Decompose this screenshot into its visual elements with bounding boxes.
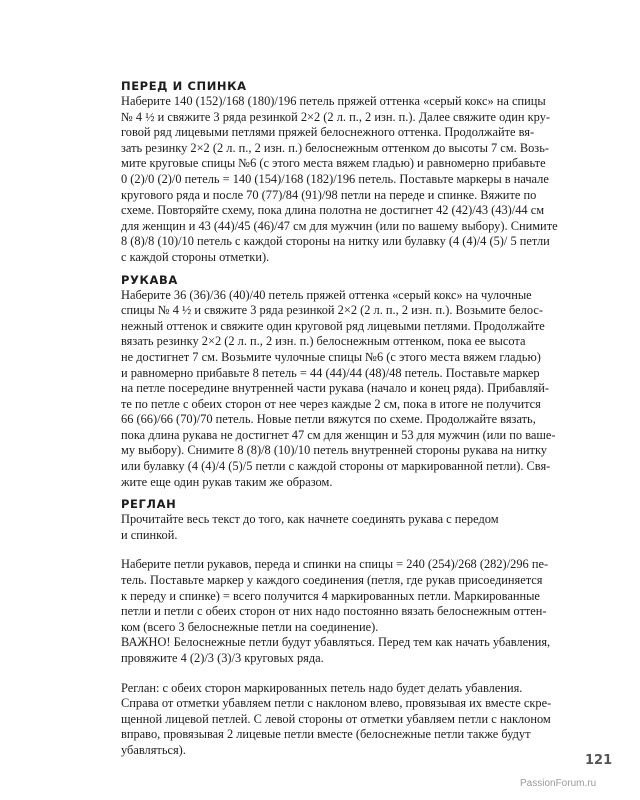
section-front-back bbox=[121, 78, 571, 266]
text-line: кругового ряда и после 70 (77)/84 (91)/98 петли на переде и спинке. Вяжите по bbox=[121, 187, 537, 202]
text-line: Прочитайте весь текст до того, как начнете соединять рукава с передом bbox=[121, 512, 499, 527]
text-line: Наберите 36 (36)/36 (40)/40 петель пряжей оттенка «серый кокс» на чулочные bbox=[121, 287, 532, 302]
text-line: с каждой стороны отметки). bbox=[121, 249, 270, 264]
text-line: ВАЖНО! Белоснежные петли будут убавляться. Перед тем как начать убавления, bbox=[121, 635, 551, 650]
spacer bbox=[121, 667, 571, 681]
text-line: вправо, провязывая 2 лицевые петли вместе (белоснежные петли также будут bbox=[121, 727, 531, 742]
text-line: Реглан: с обеих сторон маркированных петель надо будет делать убавления. bbox=[121, 680, 523, 695]
spacer bbox=[121, 543, 571, 557]
paragraph-raglan-decreases bbox=[121, 681, 571, 759]
text-line: 8 (8)/8 (10)/10 петель с каждой стороны на нитку или булавку (4 (4)/4 (5)/ 5 петли bbox=[121, 234, 550, 249]
text-line: на петле посередине внутренней части рукава (начало и конец ряда). Прибавляй- bbox=[121, 381, 550, 396]
text-line: схеме. Повторяйте схему, пока длина полотна не достигнет 42 (42)/43 (43)/44 см bbox=[121, 203, 545, 218]
text-line: говой ряд лицевыми петлями пряжей белоснежного оттенка. Продолжайте вя- bbox=[121, 125, 535, 140]
text-line: Справа от отметки убавляем петли с наклоном влево, провязывая их вместе скре- bbox=[121, 696, 552, 711]
text-line: нежный оттенок и свяжите один круговой ряд лицевыми петлями. Продолжайте bbox=[121, 318, 545, 333]
section-sleeves bbox=[121, 272, 571, 491]
section-heading-sleeves: РУКАВА bbox=[121, 272, 178, 287]
text-line: мите круговые спицы №6 (с этого места вяжем гладью) и равномерно прибавьте bbox=[121, 156, 546, 171]
text-line: петли и петли с обеих сторон от них надо постоянно вязать белоснежным оттен- bbox=[121, 604, 547, 619]
text-line: и равномерно прибавьте 8 петель = 44 (44)/44 (48)/48 петель. Поставьте маркер bbox=[121, 365, 540, 380]
section-heading-front-back: ПЕРЕД И СПИНКА bbox=[121, 79, 247, 93]
text-line: Наберите 140 (152)/168 (180)/196 петель пряжей оттенка «серый кокс» на спицы bbox=[121, 94, 546, 108]
text-line: к переду и спинке) = всего получится 4 маркированных петли. Маркированные bbox=[121, 588, 540, 603]
paragraph-raglan-intro bbox=[121, 512, 571, 543]
text-line: те по петле с обеих сторон от нее через каждые 2 см, пока в итоге не получится bbox=[121, 396, 541, 411]
text-line: ком (всего 3 белоснежные петли на соединение). bbox=[121, 619, 379, 634]
text-line: вязать резинку 2×2 (2 л. п., 2 изн. п.) белоснежным оттенком, пока ее высота bbox=[121, 334, 526, 349]
text-line: щенной лицевой петлей. С левой стороны от отметки убавляем петли с наклоном bbox=[121, 711, 551, 726]
page-number: 121 bbox=[585, 753, 613, 768]
text-line: убавляться). bbox=[121, 742, 186, 757]
paragraph-front-back bbox=[121, 94, 571, 266]
page-content bbox=[121, 78, 571, 759]
text-line: не достигнет 7 см. Возьмите чулочные спицы №6 (с этого места вяжем гладью) bbox=[121, 349, 541, 364]
watermark: PassionForum.ru bbox=[520, 778, 597, 789]
text-line: пока длина рукава не достигнет 47 см для женщин и 53 для мужчин (или по ваше- bbox=[121, 427, 556, 442]
section-heading-raglan: РЕГЛАН bbox=[121, 497, 177, 512]
text-line: провяжите 4 (2)/3 (3)/3 круговых ряда. bbox=[121, 651, 324, 665]
paragraph-sleeves bbox=[121, 288, 571, 491]
text-line: спицы № 4 ½ и свяжите 3 ряда резинкой 2×2 (2 л. п., 2 изн. п.). Возьмите белос- bbox=[121, 303, 543, 318]
text-line: № 4 ½ и свяжите 3 ряда резинкой 2×2 (2 л. п., 2 изн. п.). Далее свяжите один кру- bbox=[121, 109, 551, 124]
text-line: 0 (2)/0 (2)/0 петель = 140 (154)/168 (182)/196 петель. Поставьте маркеры в начале bbox=[121, 171, 549, 186]
text-line: 66 (66)/66 (70)/70 петель. Новые петли вяжутся по схеме. Продолжайте вязать, bbox=[121, 412, 536, 427]
text-line: или булавку (4 (4)/4 (5)/5 петли с каждой стороны от маркированной петли). Свя- bbox=[121, 459, 551, 474]
text-line: для женщин и 43 (44)/45 (46)/47 см для мужчин (или по вашему выбору). Снимите bbox=[121, 218, 558, 233]
text-line: тель. Поставьте маркер у каждого соединения (петля, где рукав присоединяется bbox=[121, 573, 543, 588]
text-line: и спинкой. bbox=[121, 527, 178, 542]
text-line: жите еще один рукав таким же образом. bbox=[121, 474, 333, 489]
section-raglan bbox=[121, 496, 571, 758]
text-line: Наберите петли рукавов, переда и спинки на спицы = 240 (254)/268 (282)/296 пе- bbox=[121, 557, 549, 572]
text-line: му выбору). Снимите 8 (8)/8 (10)/10 петель внутренней стороны рукава на нитку bbox=[121, 443, 547, 458]
paragraph-raglan-cast-on bbox=[121, 557, 571, 666]
text-line: зать резинку 2×2 (2 л. п., 2 изн. п.) белоснежным оттенком до высоты 7 см. Возь- bbox=[121, 140, 549, 155]
